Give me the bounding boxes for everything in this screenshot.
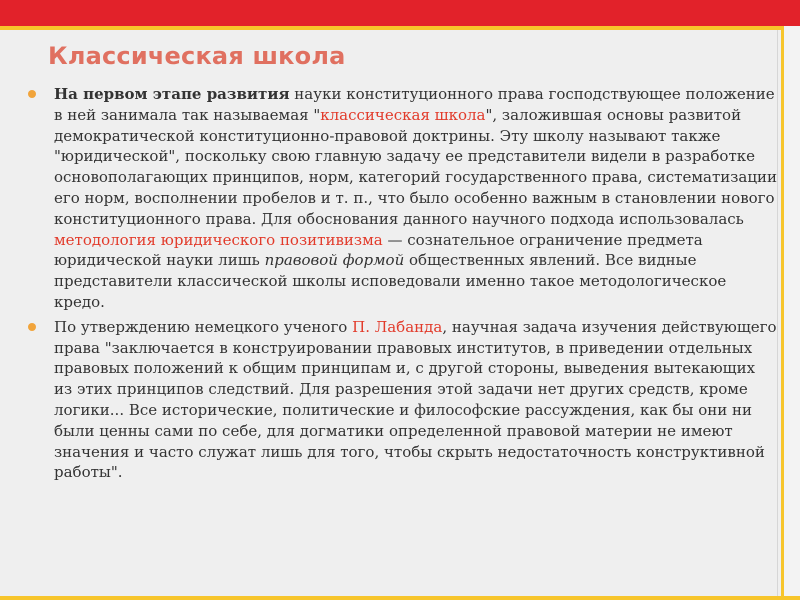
slide-body xyxy=(28,84,778,487)
highlight-classical-school: классическая школа xyxy=(320,105,486,124)
bullet-icon xyxy=(28,90,36,98)
italic-legal-form: правовой формой xyxy=(264,251,405,270)
slide-title: Классическая школа xyxy=(48,42,346,70)
bullet-icon xyxy=(28,323,36,331)
top-red-bar xyxy=(0,0,800,26)
highlight-laband: П. Лабанда xyxy=(352,317,443,336)
text-segment: — сознательное ограничение предмета юридической науки лишь xyxy=(54,230,703,270)
text-segment: , научная задача изучения действующего права "заключается в конструировании правовых институтов, в приведении отдельных правовых положений к общим принципам и, с другой стороны, выведения вытекающих из этих принципов следствий. Для разрешения этой задачи нет других средств, кроме логики... Все исторические, политические и философские рассуждения, как бы они ни были ценны сами по себе, для догматики определенной правовой материи не имеют значения и часто служат лишь для того, чтобы скрыть недостаточность конструктивной работы". xyxy=(54,317,777,482)
top-yellow-stripe xyxy=(0,26,800,30)
text-segment: По утверждению немецкого ученого xyxy=(54,317,353,336)
text-segment: ", заложившая основы развитой демократической конституционно-правовой доктрины. Эту школу называют также "юридической", поскольку свою главную задачу ее представители видели в разработке основополагающих принципов, норм, категорий государственного права, систематизации его норм, восполнении пробелов и т. п., что было особенно важным в становлении нового конституционного права. Для обоснования данного научного подхода использовалась xyxy=(54,105,778,228)
right-red-stripe xyxy=(784,0,800,600)
bold-lead-text: На первом этапе развития xyxy=(54,85,290,103)
paragraph-first-stage xyxy=(28,84,778,313)
highlight-legal-positivism: методология юридического позитивизма xyxy=(54,230,383,249)
right-yellow-stripe xyxy=(781,30,784,600)
text-segment: общественных явлений. Все видные представители классической школы исповедовали именно такое методологическое кредо. xyxy=(54,251,727,311)
text-segment: науки конституционного права господствующее положение в ней занимала так называемая " xyxy=(54,85,775,124)
bottom-yellow-stripe xyxy=(0,596,800,600)
paragraph-laband xyxy=(28,317,778,483)
